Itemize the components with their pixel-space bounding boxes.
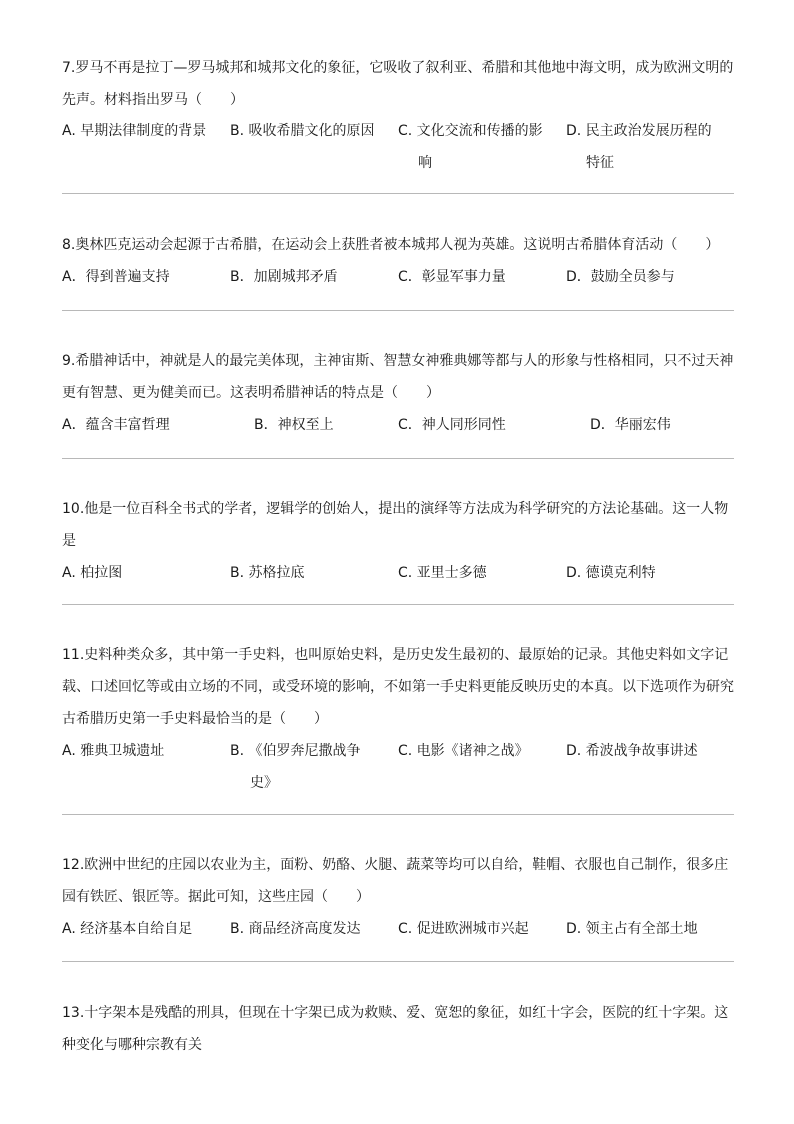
option-b[interactable]: B. 商品经济高度发达	[230, 921, 361, 937]
option-c[interactable]: C. 电影《诸神之战》	[398, 743, 529, 759]
option-d[interactable]: D．鼓励全员参与	[566, 269, 675, 285]
question-stem-line: 7.罗马不再是拉丁—罗马城邦和城邦文化的象征，它吸收了叙利亚、希腊和其他地中海文明，成为欧洲文明的	[62, 60, 734, 76]
option-b[interactable]: B. 吸收希腊文化的原因	[230, 123, 375, 139]
question-stem-line: 12.欧洲中世纪的庄园以农业为主，面粉、奶酪、火腿、蔬菜等均可以自给，鞋帽、衣服也自己制作，很多庄	[62, 857, 729, 873]
option-a[interactable]: A. 柏拉图	[62, 565, 123, 581]
option-c[interactable]: C. 亚里士多德	[398, 565, 487, 581]
option-a[interactable]: A．得到普遍支持	[62, 269, 170, 285]
question-stem-line: 种变化与哪种宗教有关	[62, 1037, 202, 1053]
option-b[interactable]: B. 苏格拉底	[230, 565, 305, 581]
question-stem-line: 是	[62, 533, 76, 549]
option-a[interactable]: A. 经济基本自给自足	[62, 921, 193, 937]
option-a[interactable]: A. 早期法律制度的背景	[62, 123, 207, 139]
option-c[interactable]: C．彰显军事力量	[398, 269, 506, 285]
option-b[interactable]: B．神权至上	[254, 417, 334, 433]
option-c[interactable]: C. 文化交流和传播的影	[398, 123, 543, 139]
option-d[interactable]: D. 领主占有全部土地	[566, 921, 698, 937]
question-stem-line: 更有智慧、更为健美而已。这表明希腊神话的特点是（ ）	[62, 385, 440, 401]
option-c[interactable]: C．神人同形同性	[398, 417, 506, 433]
question-stem-line: 古希腊历史第一手史料最恰当的是（ ）	[62, 711, 328, 727]
option-c-continuation: 响	[418, 155, 432, 171]
option-d-continuation: 特征	[586, 155, 614, 171]
option-b[interactable]: B. 《伯罗奔尼撒战争	[230, 743, 361, 759]
option-d[interactable]: D. 希波战争故事讲述	[566, 743, 698, 759]
option-d[interactable]: D. 民主政治发展历程的	[566, 123, 712, 139]
question-stem-line: 园有铁匠、银匠等。据此可知，这些庄园（ ）	[62, 889, 370, 905]
question-stem-line: 9.希腊神话中，神就是人的最完美体现，主神宙斯、智慧女神雅典娜等都与人的形象与性格相同，只不过天神	[62, 353, 734, 369]
option-b[interactable]: B．加剧城邦矛盾	[230, 269, 338, 285]
question-stem-line: 载、口述回忆等或由立场的不同，或受环境的影响，不如第一手史料更能反映历史的本真。以下选项作为研究	[62, 679, 734, 695]
question-stem-line: 11.史料种类众多，其中第一手史料，也叫原始史料，是历史发生最初的、最原始的记录。其他史料如文字记	[62, 647, 729, 663]
divider	[62, 193, 734, 194]
option-d[interactable]: D．华丽宏伟	[590, 417, 671, 433]
question-stem-line: 10.他是一位百科全书式的学者，逻辑学的创始人，提出的演绎等方法成为科学研究的方法论基础。这一人物	[62, 501, 729, 517]
divider	[62, 604, 734, 605]
option-a[interactable]: A．蕴含丰富哲理	[62, 417, 170, 433]
option-a[interactable]: A. 雅典卫城遗址	[62, 743, 165, 759]
option-d[interactable]: D. 德谟克利特	[566, 565, 656, 581]
option-c[interactable]: C. 促进欧洲城市兴起	[398, 921, 529, 937]
question-stem-line: 13.十字架本是残酷的刑具，但现在十字架已成为救赎、爱、宽恕的象征，如红十字会，医院的红十字架。这	[62, 1005, 729, 1021]
divider	[62, 961, 734, 962]
question-stem-line: 8.奥林匹克运动会起源于古希腊，在运动会上获胜者被本城邦人视为英雄。这说明古希腊体育活动（ ）	[62, 237, 720, 253]
divider	[62, 814, 734, 815]
divider	[62, 458, 734, 459]
question-stem-line: 先声。材料指出罗马（ ）	[62, 92, 244, 108]
divider	[62, 310, 734, 311]
option-b-continuation: 史》	[250, 775, 278, 791]
